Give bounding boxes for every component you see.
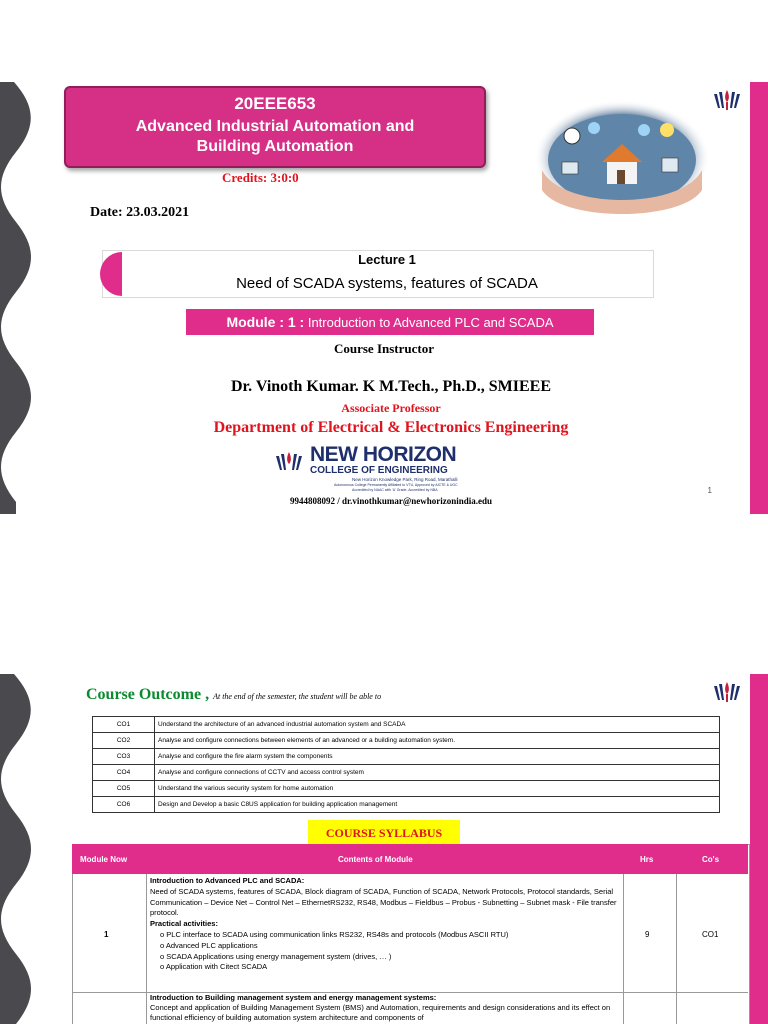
module-label: Module : 1 : xyxy=(226,314,305,330)
co-code: CO1 xyxy=(93,717,155,733)
contact-info: 9944808092 / dr.vinothkumar@newhorizonindia.edu xyxy=(289,496,493,506)
course-name-line1: Advanced Industrial Automation and xyxy=(135,118,415,135)
list-item: o PLC interface to SCADA using communication links RS232, RS48s and protocols (Modbus ASCII RTU) xyxy=(160,930,620,941)
course-outcome-title xyxy=(86,686,381,704)
course-title-box xyxy=(64,86,486,168)
module-cos: CO1 xyxy=(702,930,719,939)
lecture-date: Date: 23.03.2021 xyxy=(90,205,190,220)
co-text: Analyse and configure connections of CCTV and access control system xyxy=(155,765,720,781)
module-title: Introduction to Advanced PLC and SCADA xyxy=(304,315,554,330)
practical-label: Practical activities: xyxy=(150,919,218,929)
course-name-line2: Building Automation xyxy=(196,138,354,155)
course-outcome-heading: Course Outcome , xyxy=(86,686,210,703)
co-text: Understand the various security system for home automation xyxy=(155,781,720,797)
co-code: CO5 xyxy=(93,781,155,797)
college-name: NEW HORIZON xyxy=(310,443,457,466)
header-hrs: Hrs xyxy=(640,855,654,864)
co-code: CO2 xyxy=(93,733,155,749)
table-row xyxy=(93,749,720,765)
module-hours: 9 xyxy=(645,930,650,939)
wave-decoration xyxy=(0,674,40,1024)
college-logo-emblem-icon xyxy=(272,448,306,478)
co-code: CO3 xyxy=(93,749,155,765)
module-heading: Introduction to Building management system and energy management systems: xyxy=(150,993,437,1002)
department: Department of Electrical & Electronics Engineering xyxy=(213,419,569,436)
activity-list xyxy=(150,930,620,973)
table-row xyxy=(93,765,720,781)
page-number: 1 xyxy=(707,486,712,495)
college-emblem-icon xyxy=(710,680,744,706)
table-row xyxy=(93,717,720,733)
co-text: Design and Develop a basic C8US application for building application management xyxy=(155,797,720,813)
module-box xyxy=(186,309,594,335)
lecture-number: Lecture 1 xyxy=(358,252,416,267)
table-row xyxy=(93,733,720,749)
slide-2 xyxy=(0,674,768,1024)
syllabus-header-row xyxy=(72,844,748,874)
lecture-topic: Need of SCADA systems, features of SCADA xyxy=(236,275,538,292)
module-heading: Introduction to Advanced PLC and SCADA: xyxy=(150,876,305,885)
co-text: Analyse and configure the fire alarm system the components xyxy=(155,749,720,765)
co-code: CO4 xyxy=(93,765,155,781)
module-number: 1 xyxy=(104,930,109,939)
header-module: Module Now xyxy=(80,855,128,864)
instructor-label: Course Instructor xyxy=(333,341,434,356)
header-contents: Contents of Module xyxy=(338,855,413,864)
course-code: 20EEE653 xyxy=(234,94,316,113)
table-row xyxy=(93,797,720,813)
co-text: Analyse and configure connections between elements of an advanced or a building automation system. xyxy=(155,733,720,749)
module-text: Concept and application of Building Management System (BMS) and Automation, requirements and design considerations and its effect on functional efficiency of building automation system architecture and components of xyxy=(150,1003,611,1022)
course-outcome-subtitle: At the end of the semester, the student will be able to xyxy=(213,692,382,701)
slide-1 xyxy=(0,82,768,514)
college-subtitle: COLLEGE OF ENGINEERING xyxy=(310,465,448,476)
wave-decoration xyxy=(0,82,40,514)
college-accreditation: Accredited by NAAC with 'A' Grade, Accredited by NBA xyxy=(352,488,438,492)
college-emblem-icon xyxy=(710,88,744,114)
co-text: Understand the architecture of an advanced industrial automation system and SCADA xyxy=(155,717,720,733)
course-outcome-table xyxy=(92,716,720,813)
college-address: New Horizon Knowledge Park, Ring Road, Marathalli xyxy=(352,477,458,482)
syllabus-heading: COURSE SYLLABUS xyxy=(308,820,460,846)
credits: Credits: 3:0:0 xyxy=(222,170,299,185)
header-cos: Co's xyxy=(702,855,720,864)
syllabus-row-2 xyxy=(150,993,620,1023)
accent-bar xyxy=(750,82,768,514)
list-item: o Advanced PLC applications xyxy=(160,941,620,952)
module-text: Need of SCADA systems, features of SCADA, Block diagram of SCADA, Function of SCADA, Network Protocols, Protocol standards, Serial Communication – Device Net – Control Net – EthernetRS232, RS48, Modbus – Fieldbus – Probus - Subnetting – Subnet mask - File transfer protocol. xyxy=(150,886,617,918)
module-contents xyxy=(150,876,620,973)
co-code: CO6 xyxy=(93,797,155,813)
list-item: o SCADA Applications using energy management system (drives, … ) xyxy=(160,952,620,963)
smart-home-illustration xyxy=(532,100,712,222)
table-row xyxy=(93,781,720,797)
college-affiliation: Autonomous College Permanently Affiliated to VTU, Approved by AICTE & UGC xyxy=(334,483,458,487)
list-item: o Application with Citect SCADA xyxy=(160,962,620,973)
college-logo xyxy=(272,444,488,492)
instructor-name: Dr. Vinoth Kumar. K M.Tech., Ph.D., SMIEEE xyxy=(230,378,552,395)
designation: Associate Professor xyxy=(341,401,441,415)
accent-bar xyxy=(750,674,768,1024)
